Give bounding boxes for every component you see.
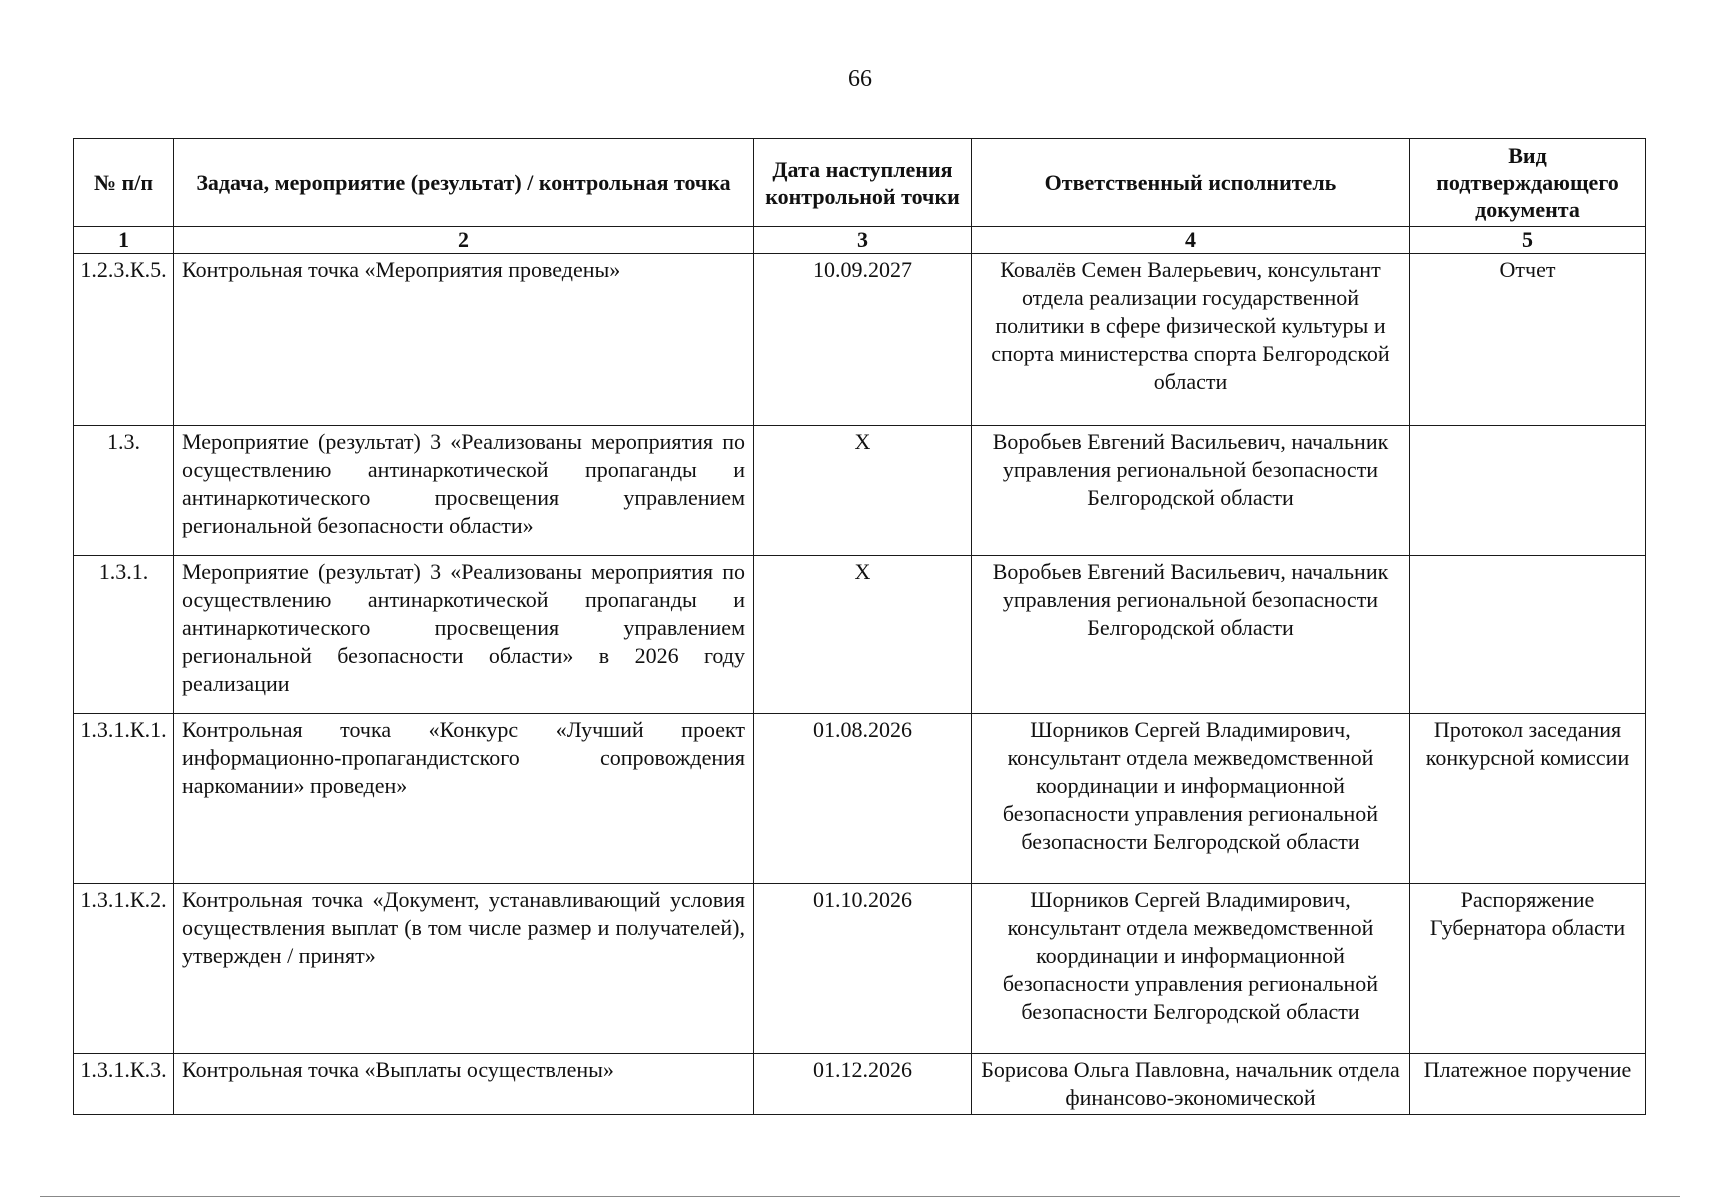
row-executor: Шорников Сергей Владимирович, консультант отдела межведомственной координации и информационной безопасности управления региональной безопасности Белгородской области bbox=[972, 884, 1410, 1054]
row-date: 01.08.2026 bbox=[754, 714, 972, 884]
table-row bbox=[74, 714, 1646, 884]
page-number: 66 bbox=[848, 66, 872, 92]
row-number: 1.3.1.К.2. bbox=[74, 884, 174, 1054]
row-task: Контрольная точка «Документ, устанавливающий условия осуществления выплат (в том числе размер и получателей), утвержден / принят» bbox=[174, 884, 754, 1054]
header-executor: Ответственный исполнитель bbox=[972, 139, 1410, 227]
header-number: № п/п bbox=[74, 139, 174, 227]
row-document bbox=[1410, 426, 1646, 556]
row-document bbox=[1410, 556, 1646, 714]
row-number: 1.3.1.К.3. bbox=[74, 1054, 174, 1115]
header-row bbox=[74, 139, 1646, 227]
header-task: Задача, мероприятие (результат) / контрольная точка bbox=[174, 139, 754, 227]
row-document: Распоряжение Губернатора области bbox=[1410, 884, 1646, 1054]
row-executor: Воробьев Евгений Васильевич, начальник управления региональной безопасности Белгородской области bbox=[972, 426, 1410, 556]
row-task: Мероприятие (результат) 3 «Реализованы мероприятия по осуществлению антинаркотической пропаганды и антинаркотического просвещения управлением региональной безопасности области» bbox=[174, 426, 754, 556]
row-document: Отчет bbox=[1410, 254, 1646, 426]
header-document: Вид подтверждающего документа bbox=[1410, 139, 1646, 227]
row-task: Контрольная точка «Конкурс «Лучший проект информационно-пропагандистского сопровождения наркомании» проведен» bbox=[174, 714, 754, 884]
row-number: 1.3.1.К.1. bbox=[74, 714, 174, 884]
column-number: 2 bbox=[174, 227, 754, 254]
row-date: Х bbox=[754, 426, 972, 556]
column-number-row bbox=[74, 227, 1646, 254]
column-number: 3 bbox=[754, 227, 972, 254]
bottom-rule bbox=[40, 1196, 1680, 1197]
row-task: Мероприятие (результат) 3 «Реализованы мероприятия по осуществлению антинаркотической пропаганды и антинаркотического просвещения управлением региональной безопасности области» в 2026 году реализации bbox=[174, 556, 754, 714]
row-document: Протокол заседания конкурсной комиссии bbox=[1410, 714, 1646, 884]
row-executor: Ковалёв Семен Валерьевич, консультант отдела реализации государственной политики в сфере физической культуры и спорта министерства спорта Белгородской области bbox=[972, 254, 1410, 426]
column-number: 5 bbox=[1410, 227, 1646, 254]
column-number: 1 bbox=[74, 227, 174, 254]
row-date: Х bbox=[754, 556, 972, 714]
row-number: 1.3.1. bbox=[74, 556, 174, 714]
table-row bbox=[74, 426, 1646, 556]
row-date: 10.09.2027 bbox=[754, 254, 972, 426]
row-number: 1.3. bbox=[74, 426, 174, 556]
row-executor: Борисова Ольга Павловна, начальник отдела финансово-экономической bbox=[972, 1054, 1410, 1115]
row-number: 1.2.3.К.5. bbox=[74, 254, 174, 426]
table-row bbox=[74, 884, 1646, 1054]
row-executor: Шорников Сергей Владимирович, консультант отдела межведомственной координации и информационной безопасности управления региональной безопасности Белгородской области bbox=[972, 714, 1410, 884]
header-date: Дата наступления контрольной точки bbox=[754, 139, 972, 227]
row-date: 01.10.2026 bbox=[754, 884, 972, 1054]
control-points-table bbox=[73, 138, 1646, 1115]
row-executor: Воробьев Евгений Васильевич, начальник управления региональной безопасности Белгородской области bbox=[972, 556, 1410, 714]
row-document: Платежное поручение bbox=[1410, 1054, 1646, 1115]
table-row bbox=[74, 1054, 1646, 1115]
row-task: Контрольная точка «Мероприятия проведены» bbox=[174, 254, 754, 426]
column-number: 4 bbox=[972, 227, 1410, 254]
row-task: Контрольная точка «Выплаты осуществлены» bbox=[174, 1054, 754, 1115]
table-row bbox=[74, 254, 1646, 426]
row-date: 01.12.2026 bbox=[754, 1054, 972, 1115]
table-row bbox=[74, 556, 1646, 714]
